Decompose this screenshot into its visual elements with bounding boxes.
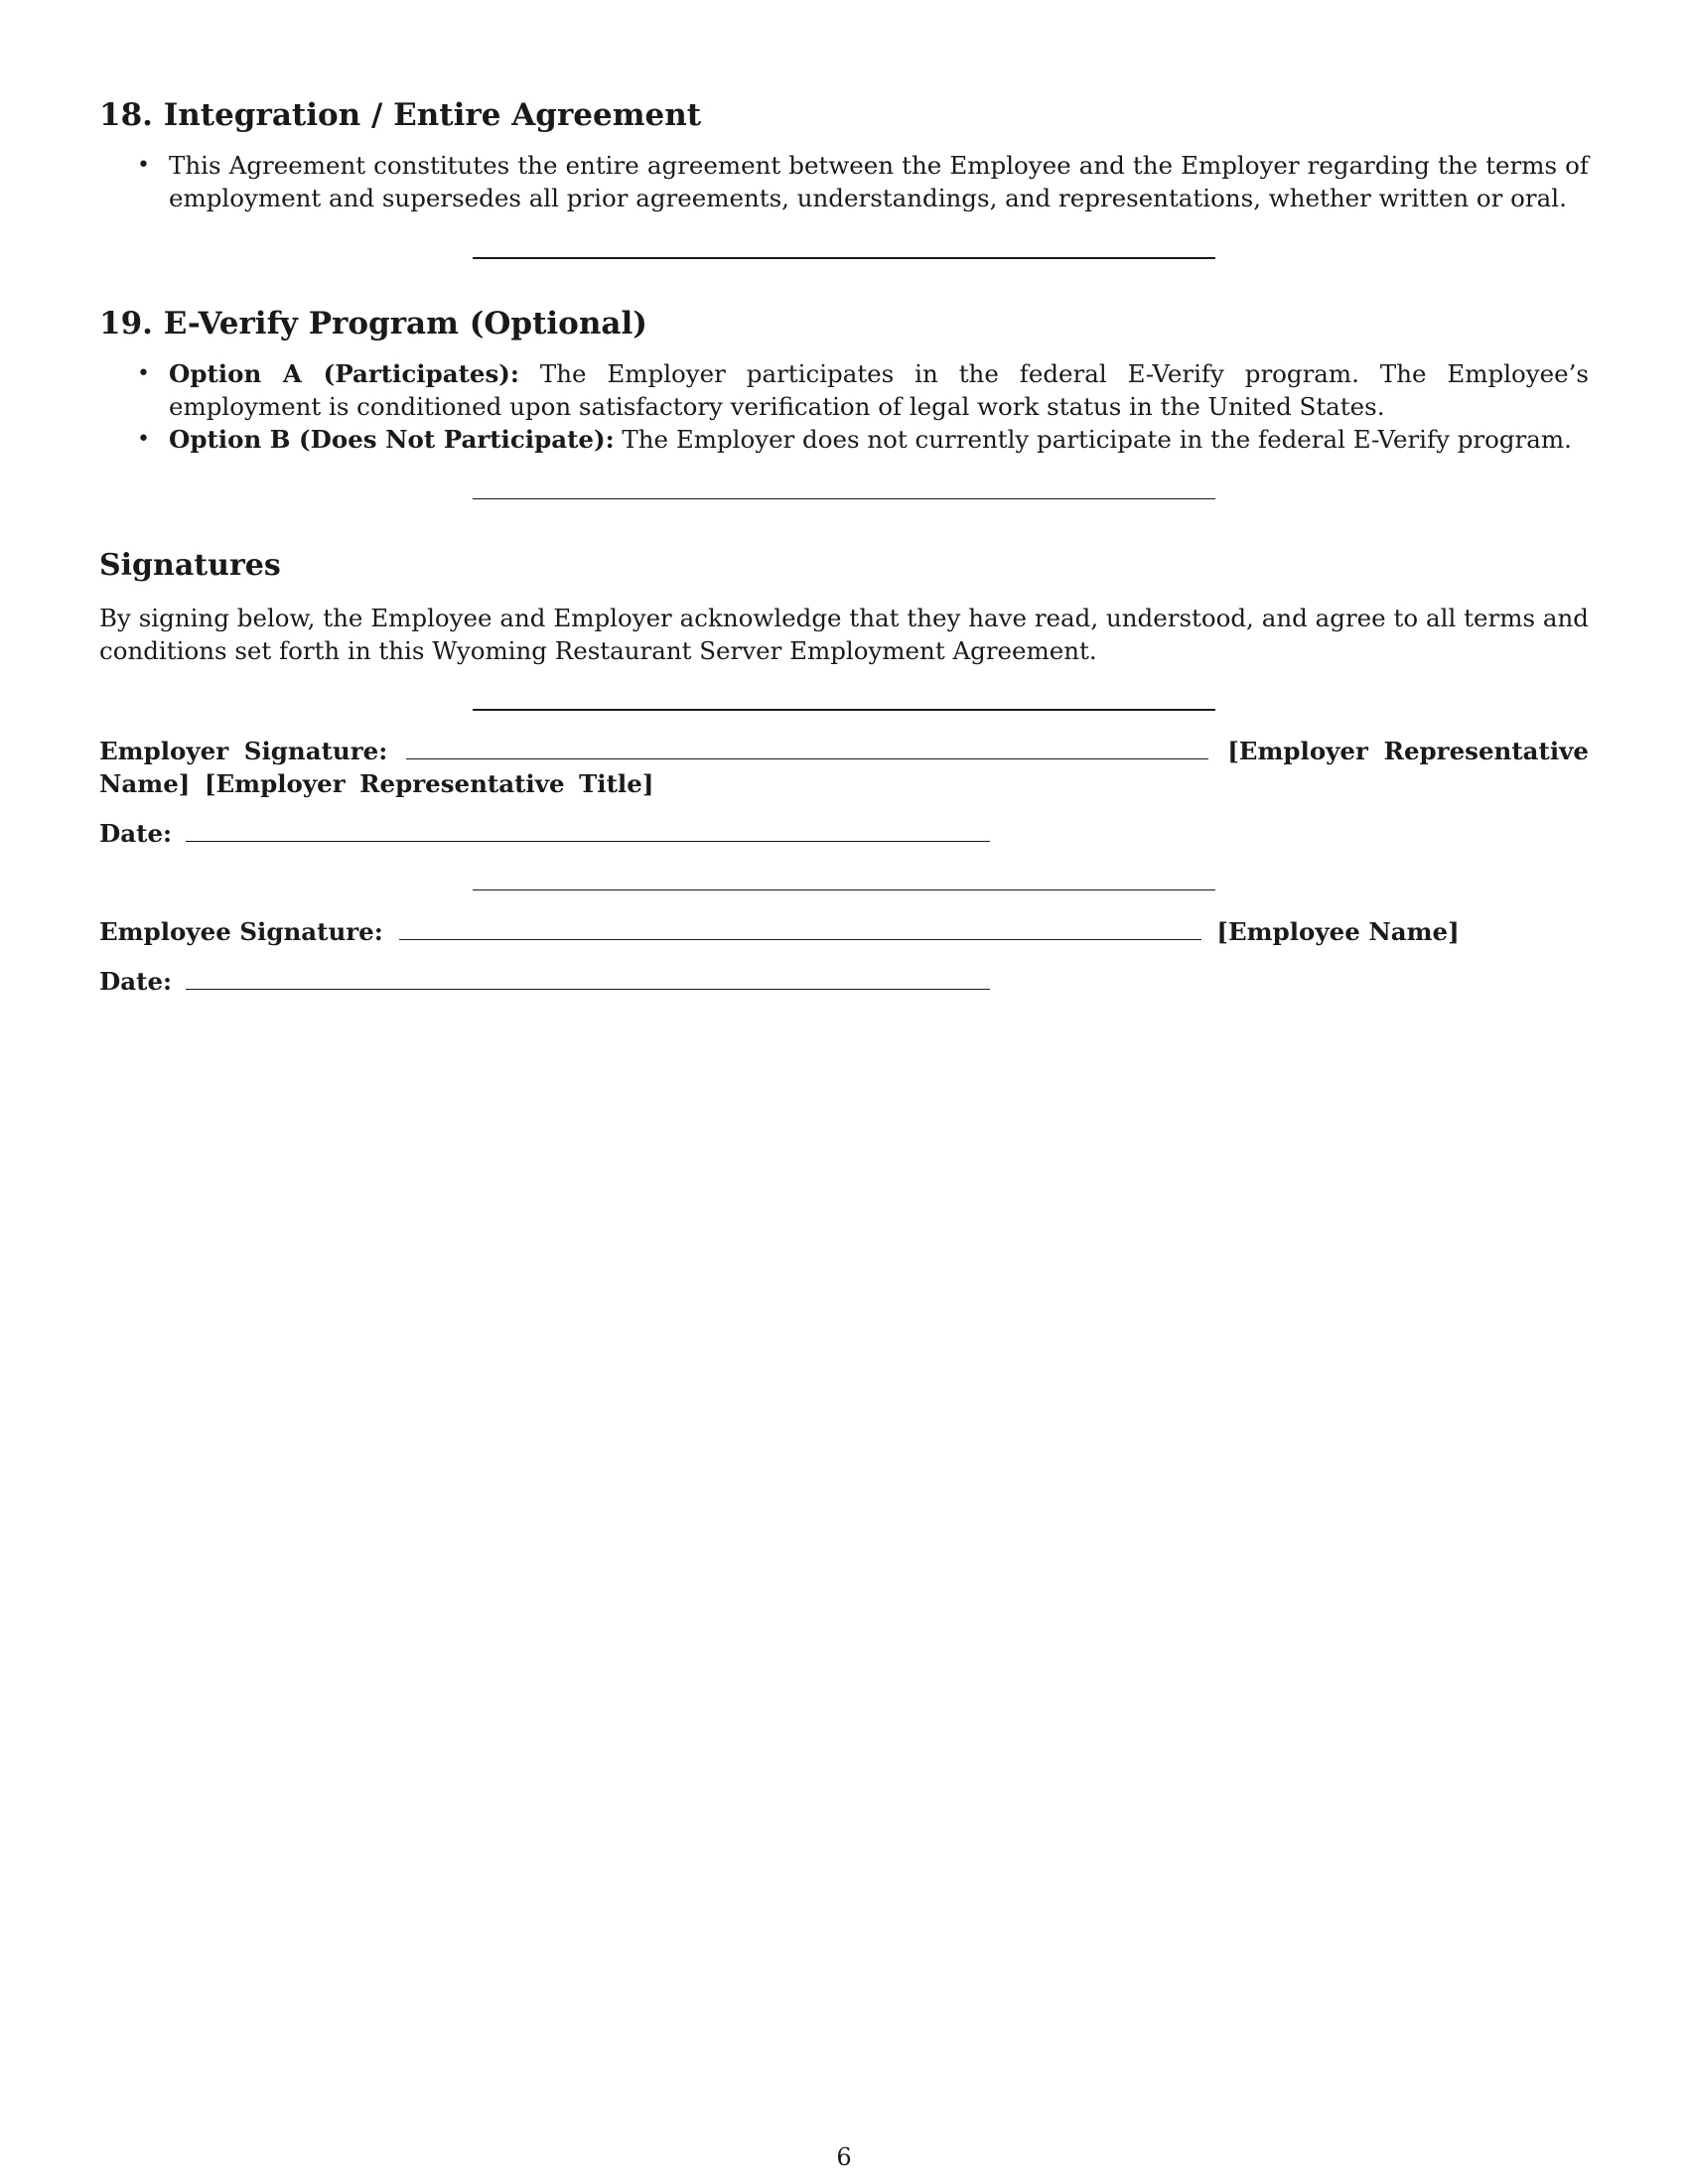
section-19-list (99, 357, 1589, 456)
page-number: 6 (836, 2143, 852, 2171)
section-19-heading: 19. E-Verify Program (Optional) (99, 306, 647, 341)
option-a-item (99, 357, 1589, 423)
employer-date-field[interactable] (186, 817, 990, 842)
employee-signature-block (99, 915, 1589, 948)
employer-date-label: Date: (99, 819, 173, 848)
employer-date-block (99, 817, 1589, 850)
option-a-label: Option A (Participates): (169, 359, 519, 388)
employer-signature-block (99, 735, 1589, 800)
employee-date-label: Date: (99, 967, 173, 996)
section-18-bullet: • This Agreement constitutes the entire agreement between the Employee and the Employer regarding the terms of employment and supersedes all prior agreements, understandings, and representations, whether written or oral. (99, 149, 1589, 214)
employer-signature-field[interactable] (406, 735, 1208, 759)
section-divider (473, 889, 1215, 890)
section-divider (473, 257, 1215, 259)
signatures-intro: By signing below, the Employee and Employer acknowledge that they have read, understood, and agree to all terms and conditions set forth in this Wyoming Restaurant Server Employment Agreement. (99, 604, 1589, 665)
employer-representative: [Employer Representative Name] [Employer Representative Title] (99, 737, 1589, 798)
option-b-item (99, 423, 1589, 456)
employer-signature-label: Employer Signature: (99, 737, 388, 765)
signatures-heading: Signatures (99, 548, 281, 583)
option-a-text: The Employer participates in the federal E-Verify program. The Employee’s employment is conditioned upon satisfactory verification of legal work status in the United States. (169, 359, 1589, 421)
section-divider (473, 498, 1215, 499)
section-18-heading: 18. Integration / Entire Agreement (99, 97, 702, 133)
option-b-text: The Employer does not currently participate in the federal E-Verify program. (614, 425, 1572, 454)
section-divider (473, 709, 1215, 711)
employee-date-block (99, 965, 1589, 998)
employee-signature-field[interactable] (399, 915, 1201, 940)
employee-name: [Employee Name] (1216, 917, 1460, 946)
employee-signature-label: Employee Signature: (99, 917, 383, 946)
employee-date-field[interactable] (186, 965, 990, 990)
option-b-label: Option B (Does Not Participate): (169, 425, 615, 454)
section-18-list (99, 149, 1589, 214)
